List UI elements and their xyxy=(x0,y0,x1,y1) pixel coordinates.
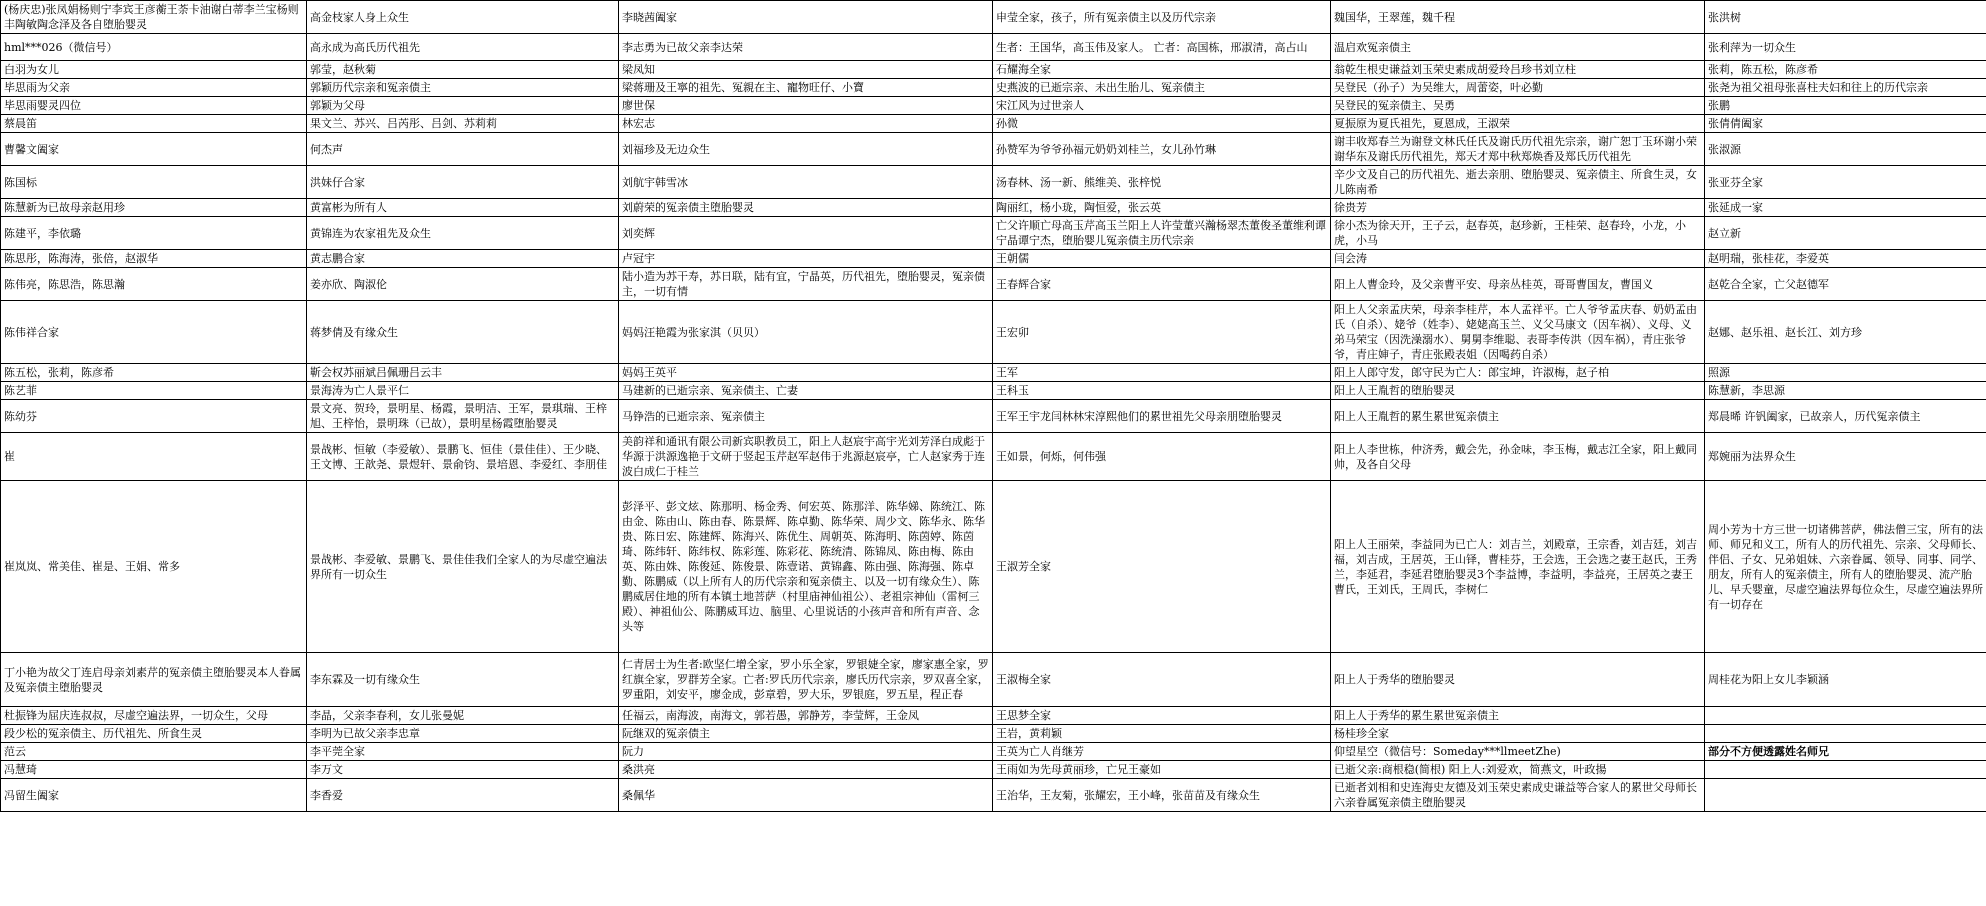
table-cell: 陈慧新为已故母亲赵用珍 xyxy=(1,199,307,217)
table-cell: 张倩倩阖家 xyxy=(1705,115,1986,133)
table-cell: 阳上人于秀华的堕胎婴灵 xyxy=(1331,653,1705,707)
table-cell: 王宏卯 xyxy=(993,301,1331,364)
table-cell: 马建新的已逝宗亲、冤亲债主、亡妻 xyxy=(619,382,993,400)
table-row xyxy=(1,653,1986,707)
table-row xyxy=(1,382,1986,400)
table-cell: 果文兰、苏兴、吕芮彤、吕剑、苏莉莉 xyxy=(307,115,619,133)
table-cell: 陈幼芬 xyxy=(1,400,307,433)
table-cell: 陈国标 xyxy=(1,166,307,199)
table-cell: 曹馨文阖家 xyxy=(1,133,307,166)
table-cell: 李平莞全家 xyxy=(307,743,619,761)
table-cell: 张延成一家 xyxy=(1705,199,1986,217)
table-cell: 廖世保 xyxy=(619,97,993,115)
table-cell xyxy=(1705,761,1986,779)
table-cell xyxy=(1705,725,1986,743)
table-row xyxy=(1,1,1986,34)
table-row xyxy=(1,481,1986,653)
table-cell: 宋江风为过世亲人 xyxy=(993,97,1331,115)
table-cell: 杨桂珍全家 xyxy=(1331,725,1705,743)
table-cell: 已逝者刘相和史连海史友德及刘玉荣史素成史谦益等合家人的累世父母师长六亲眷属冤亲债主堕胎婴灵 xyxy=(1331,779,1705,812)
table-cell: 赵立新 xyxy=(1705,217,1986,250)
table-cell: 申莹全家，孩子，所有冤亲债主以及历代宗亲 xyxy=(993,1,1331,34)
table-cell: 李万文 xyxy=(307,761,619,779)
table-cell: 张利萍为一切众生 xyxy=(1705,34,1986,61)
table-cell: 辛少文及自己的历代祖先、逝去亲朋、堕胎婴灵、冤亲债主、所食生灵，女儿陈南希 xyxy=(1331,166,1705,199)
table-cell: 陶丽红，杨小珑，陶恒爱，张云英 xyxy=(993,199,1331,217)
table-cell: 赵明瑞，张桂花，李爱英 xyxy=(1705,250,1986,268)
table-cell: 赵娜、赵乐祖、赵长江、刘方珍 xyxy=(1705,301,1986,364)
table-cell: 梁蒋珊及王寧的祖先、冤親在主、寵物旺仔、小寶 xyxy=(619,79,993,97)
table-cell: (杨庆忠)张凤娟杨则宁李宾王彦蘅王荼卡油谢白蒂李兰宝杨则丰陶敏陶念泽及各自堕胎婴灵 xyxy=(1,1,307,34)
table-cell: 郭莹，赵秋菊 xyxy=(307,61,619,79)
table-cell: 温启欢冤亲债主 xyxy=(1331,34,1705,61)
table-cell: 蔡晨笛 xyxy=(1,115,307,133)
table-cell: 李晓茜阖家 xyxy=(619,1,993,34)
table-cell: 阳上人王胤哲的堕胎婴灵 xyxy=(1331,382,1705,400)
table-cell: 范云 xyxy=(1,743,307,761)
table-row xyxy=(1,79,1986,97)
table-cell: 冯留生阖家 xyxy=(1,779,307,812)
table-cell: 张鹏 xyxy=(1705,97,1986,115)
table-row xyxy=(1,761,1986,779)
table-cell: 张淑源 xyxy=(1705,133,1986,166)
table-cell: 王岩，黄莉颖 xyxy=(993,725,1331,743)
table-cell: 夏振原为夏氏祖先，夏恩成，王淑荣 xyxy=(1331,115,1705,133)
table-body xyxy=(1,1,1986,812)
table-cell: 李香爱 xyxy=(307,779,619,812)
table-cell: 杜振锋为屈庆连叔叔，尽虚空遍法界，一切众生，父母 xyxy=(1,707,307,725)
table-cell: 孙赞军为爷爷孙福元奶奶刘桂兰，女儿孙竹琳 xyxy=(993,133,1331,166)
table-cell: 何杰声 xyxy=(307,133,619,166)
table-row xyxy=(1,364,1986,382)
table-row xyxy=(1,250,1986,268)
table-row xyxy=(1,217,1986,250)
table-cell: 阮力 xyxy=(619,743,993,761)
table-cell: 郑晨晞 许钒阖家，已故亲人，历代冤亲债主 xyxy=(1705,400,1986,433)
table-cell: 桑佩华 xyxy=(619,779,993,812)
table-cell: 景文亮、贺玲，景明星、杨霞，景明洁、王军，景琪瑞、王梓旭、王梓怡，景明珠（已故），景明星杨霞堕胎婴灵 xyxy=(307,400,619,433)
table-cell: 王淑芳全家 xyxy=(993,481,1331,653)
table-cell: 陈五松，张莉，陈彦希 xyxy=(1,364,307,382)
table-cell: 景海涛为亡人景平仁 xyxy=(307,382,619,400)
table-cell: 翁乾生根史谦益刘玉荣史素成胡爱玲吕珍书刘立柱 xyxy=(1331,61,1705,79)
table-cell: 已逝父亲:商根稳(简根) 阳上人:刘爱欢，简燕文，叶政揚 xyxy=(1331,761,1705,779)
table-cell: 妈妈王英平 xyxy=(619,364,993,382)
table-row xyxy=(1,725,1986,743)
table-cell: 桑洪亮 xyxy=(619,761,993,779)
table-cell: 王科玉 xyxy=(993,382,1331,400)
table-cell: 赵乾合全家，亡父赵德军 xyxy=(1705,268,1986,301)
table-cell: 王思梦全家 xyxy=(993,707,1331,725)
table-cell: 刘航宇韩雪冰 xyxy=(619,166,993,199)
table-cell: 亡父许顺亡母高玉芹高玉兰阳上人许莹董兴瀚杨翠杰董俊圣董维利谭宁晶谭宁杰，堕胎婴儿冤亲债主历代宗亲 xyxy=(993,217,1331,250)
table-row xyxy=(1,433,1986,481)
table-cell: 高永成为高氏历代祖先 xyxy=(307,34,619,61)
table-cell: 任福云，南海波，南海文，郭若愚，郭静芳，李莹辉，王金凤 xyxy=(619,707,993,725)
table-row xyxy=(1,301,1986,364)
table-cell: 魏国华，王翠莲，魏千程 xyxy=(1331,1,1705,34)
table-cell: 陈慧新，李思源 xyxy=(1705,382,1986,400)
table-row xyxy=(1,61,1986,79)
table-cell: 照源 xyxy=(1705,364,1986,382)
table-cell: 吴登民（孙子）为吴维大，周蕾姿，叶必勤 xyxy=(1331,79,1705,97)
table-cell: hml***026（微信号） xyxy=(1,34,307,61)
table-cell: 张莉，陈五松，陈彦希 xyxy=(1705,61,1986,79)
table-cell: 徐贵芳 xyxy=(1331,199,1705,217)
table-cell: 王雨如为先母黄丽珍，亡兄王豪如 xyxy=(993,761,1331,779)
table-cell: 景战彬、李爱敏、景鹏飞、景佳佳我们全家人的为尽虚空遍法界所有一切众生 xyxy=(307,481,619,653)
table-cell: 蒋梦倩及有缘众生 xyxy=(307,301,619,364)
table-cell: 高金枝家人身上众生 xyxy=(307,1,619,34)
table-cell: 陆小造为苏干寿，苏日联，陆有宜，宁晶英，历代祖先，堕胎婴灵，冤亲债主，一切有情 xyxy=(619,268,993,301)
table-cell: 郭颖历代宗亲和冤亲债主 xyxy=(307,79,619,97)
table-cell: 阳上人王胤哲的累生累世冤亲债主 xyxy=(1331,400,1705,433)
table-row xyxy=(1,133,1986,166)
table-cell: 阳上人李世栋，仲济秀，戴会先，孙金味，李玉梅，戴志江全家，阳上戴同帅，及各自父母 xyxy=(1331,433,1705,481)
table-row xyxy=(1,268,1986,301)
table-cell: 卢冠宇 xyxy=(619,250,993,268)
table-cell: 冯慧琦 xyxy=(1,761,307,779)
table-cell: 黄富彬为所有人 xyxy=(307,199,619,217)
table-cell: 王治华，王友菊，张耀宏，王小峰，张苗苗及有缘众生 xyxy=(993,779,1331,812)
table-cell: 闫会涛 xyxy=(1331,250,1705,268)
table-cell: 陈艺菲 xyxy=(1,382,307,400)
table-cell: 李东霖及一切有缘众生 xyxy=(307,653,619,707)
table-cell: 张洪树 xyxy=(1705,1,1986,34)
table-cell: 仁青居士为生者:欧坚仁增全家，罗小乐全家，罗银婕全家，廖家惠全家，罗红旗全家，罗群芳全家。亡者:罗氏历代宗亲，廖氏历代宗亲，罗双喜全家，罗重阳，刘安平，廖金成，彭章碧，罗大乐，罗银庭，罗五星，程正春 xyxy=(619,653,993,707)
table-cell: 毕思雨婴灵四位 xyxy=(1,97,307,115)
table-cell: 王军 xyxy=(993,364,1331,382)
table-cell: 阳上人父亲孟庆荣，母亲李桂芹，本人孟祥平。亡人爷爷孟庆春、奶奶孟由氏（自杀）、姥爷（姓李）、姥姥高玉兰、义父马康文（因车祸）、义母、义弟马荣宝（因洗澡溺水）、舅舅李维聪、表哥李传洪（因车祸），青庄张爷爷，青庄婶子，青庄张殿表姐（因喝药自杀） xyxy=(1331,301,1705,364)
table-cell: 部分不方便透露姓名师兄 xyxy=(1705,743,1986,761)
table-row xyxy=(1,199,1986,217)
table-cell: 郑婉丽为法界众生 xyxy=(1705,433,1986,481)
table-cell: 黄锦连为农家祖先及众生 xyxy=(307,217,619,250)
table-cell: 陈伟亮，陈思浩，陈思瀚 xyxy=(1,268,307,301)
table-cell: 石耀海全家 xyxy=(993,61,1331,79)
table-cell: 妈妈汪艳霞为张家淇（贝贝） xyxy=(619,301,993,364)
table-cell: 徐小杰为徐天开，王子云，赵春英，赵珍新，王桂荣、赵春玲，小龙，小虎，小马 xyxy=(1331,217,1705,250)
table-cell: 刘奕辉 xyxy=(619,217,993,250)
table-cell: 张尧为祖父祖母张喜柱夫妇和往上的历代宗亲 xyxy=(1705,79,1986,97)
table-cell: 汤春林、汤一新、熊维美、张梓悦 xyxy=(993,166,1331,199)
table-cell: 彭泽平、彭文炫、陈那明、杨金秀、何宏英、陈那洋、陈华娣、陈统江、陈由金、陈由山、陈由春、陈景辉、陈卓勤、陈华荣、周少文、陈华永、陈华贵、陈日宏、陈建辉、陈海兴、陈优生、周朝英、陈海明、陈茵婷、陈茵琦、陈纬轩、陈纬权、陈彩莲、陈彩花、陈统清、陈锦凤、陈由梅、陈由英、陈由姝、陈俊延、陈俊景、陈壹诺、黄锦鑫、陈由强、陈海强、陈卓勤、陈鹏威（以上所有人的历代宗亲和冤亲债主、以及一切有缘众生）、陈鹏威居住地的所有本镇土地菩萨（村里庙神仙祖公）、老祖宗神仙（雷柯三殿）、神祖仙公、陈鹏威耳边、脑里、心里说话的小孩声音和所有声音、念头等 xyxy=(619,481,993,653)
table-row xyxy=(1,97,1986,115)
table-cell: 美韵祥和通讯有限公司新宾职教员工，阳上人赵宸宇高宇光刘芳泽白成彪于华源于洪源逸艳于文研于竖起玉芹赵军赵伟于兆源赵宸亭，亡人赵家秀于连波白成仁于桂兰 xyxy=(619,433,993,481)
table-cell: 陈建平，李依璐 xyxy=(1,217,307,250)
table-cell: 崔 xyxy=(1,433,307,481)
table-cell: 黄志鹏合家 xyxy=(307,250,619,268)
table-cell: 仰望星空（微信号：Someday***llmeetZhe) xyxy=(1331,743,1705,761)
table-cell: 崔岚岚、常美佳、崔是、王娟、常多 xyxy=(1,481,307,653)
table-row xyxy=(1,34,1986,61)
table-cell: 姜亦欣、陶淑伦 xyxy=(307,268,619,301)
table-cell: 白羽为女儿 xyxy=(1,61,307,79)
table-cell: 靳会权苏丽斌吕佩珊吕云丰 xyxy=(307,364,619,382)
table-cell: 毕思雨为父亲 xyxy=(1,79,307,97)
table-row xyxy=(1,115,1986,133)
table-cell: 生者：王国华，高玉伟及家人。 亡者：高国栋，邢淑清，高占山 xyxy=(993,34,1331,61)
table-cell: 王春辉合家 xyxy=(993,268,1331,301)
table-cell: 阳上人曹金玲，及父亲曹平安、母亲丛桂英，哥哥曹国友，曹国义 xyxy=(1331,268,1705,301)
table-cell: 阳上人郎守发，郎守民为亡人：郎宝坤，许淑梅，赵子柏 xyxy=(1331,364,1705,382)
table-cell: 李明为已故父亲李忠章 xyxy=(307,725,619,743)
table-cell: 阮继双的冤亲债主 xyxy=(619,725,993,743)
table-cell: 孙微 xyxy=(993,115,1331,133)
table-cell: 刘蔚荣的冤亲债主堕胎婴灵 xyxy=(619,199,993,217)
table-cell: 李晶，父亲李春利，女儿张曼妮 xyxy=(307,707,619,725)
table-cell: 陈思彤，陈海涛，张倍，赵淑华 xyxy=(1,250,307,268)
table-cell: 刘福珍及无边众生 xyxy=(619,133,993,166)
table-cell: 张亚芬全家 xyxy=(1705,166,1986,199)
table-cell: 王淑梅全家 xyxy=(993,653,1331,707)
table-cell: 景战彬、恒敏（李爱敏）、景鹏飞、恒佳（景佳佳）、王少晓、王文博、王歆尧、景煜轩、景俞钧、景培恩、李爱红、李朋佳 xyxy=(307,433,619,481)
table-cell: 马铮浩的已逝宗亲、冤亲债主 xyxy=(619,400,993,433)
table-cell: 李志勇为已故父亲李达荣 xyxy=(619,34,993,61)
table-cell: 王如景，何烁，何伟强 xyxy=(993,433,1331,481)
table-cell: 谢丰收郑春兰为谢登文林氏任氏及谢氏历代祖先宗亲，谢广恕丁玉环谢小荣谢华东及谢氏历代祖先，郑天才郑中秋郑焕香及郑氏历代祖先 xyxy=(1331,133,1705,166)
table-cell: 王英为亡人肖继芳 xyxy=(993,743,1331,761)
table-row xyxy=(1,707,1986,725)
table-cell: 周桂花为阳上女儿李颖涵 xyxy=(1705,653,1986,707)
table-cell: 史燕波的已逝宗亲、未出生胎儿、冤亲债主 xyxy=(993,79,1331,97)
table-cell: 洪妹仔合家 xyxy=(307,166,619,199)
table-cell: 周小芳为十方三世一切诸佛菩萨，佛法僧三宝，所有的法师、师兄和义工，所有人的历代祖先、宗亲、父母师长、伴侣、子女、兄弟姐妹、六亲眷属、领导、同事、同学、朋友，所有人的冤亲债主，所有人的堕胎婴灵、流产胎儿、早夭婴童，尽虚空遍法界每位众生，尽虚空遍法界所有一切存在 xyxy=(1705,481,1986,653)
table-cell: 郭颖为父母 xyxy=(307,97,619,115)
table-row xyxy=(1,400,1986,433)
table-row xyxy=(1,743,1986,761)
table-cell: 王军王宇龙闫林林宋淳熙他们的累世祖先父母亲朋堕胎婴灵 xyxy=(993,400,1331,433)
table-row xyxy=(1,779,1986,812)
table-cell: 阳上人于秀华的累生累世冤亲债主 xyxy=(1331,707,1705,725)
table-cell xyxy=(1705,779,1986,812)
table-cell: 吴登民的冤亲债主、吴勇 xyxy=(1331,97,1705,115)
table-row xyxy=(1,166,1986,199)
table-cell: 王朝儒 xyxy=(993,250,1331,268)
table-cell xyxy=(1705,707,1986,725)
table-cell: 阳上人王丽荣，李益同为已亡人：刘吉兰，刘殿章，王宗香，刘吉廷，刘吉福，刘吉成，王居英，王山铎，曹桂芬，王会选，王会选之妻王赵氏，王秀兰，李延君，李延君堕胎婴灵3个李益博，李益明，李益亮，王居英之妻王曹氏，王刘氏，王周氏，李树仁 xyxy=(1331,481,1705,653)
table-cell: 段少松的冤亲债主、历代祖先、所食生灵 xyxy=(1,725,307,743)
table-cell: 丁小艳为故父丁连启母亲刘素芹的冤亲债主堕胎婴灵本人眷属及冤亲债主堕胎婴灵 xyxy=(1,653,307,707)
table-cell: 陈伟祥合家 xyxy=(1,301,307,364)
table-cell: 林宏志 xyxy=(619,115,993,133)
table-cell: 梁凤知 xyxy=(619,61,993,79)
